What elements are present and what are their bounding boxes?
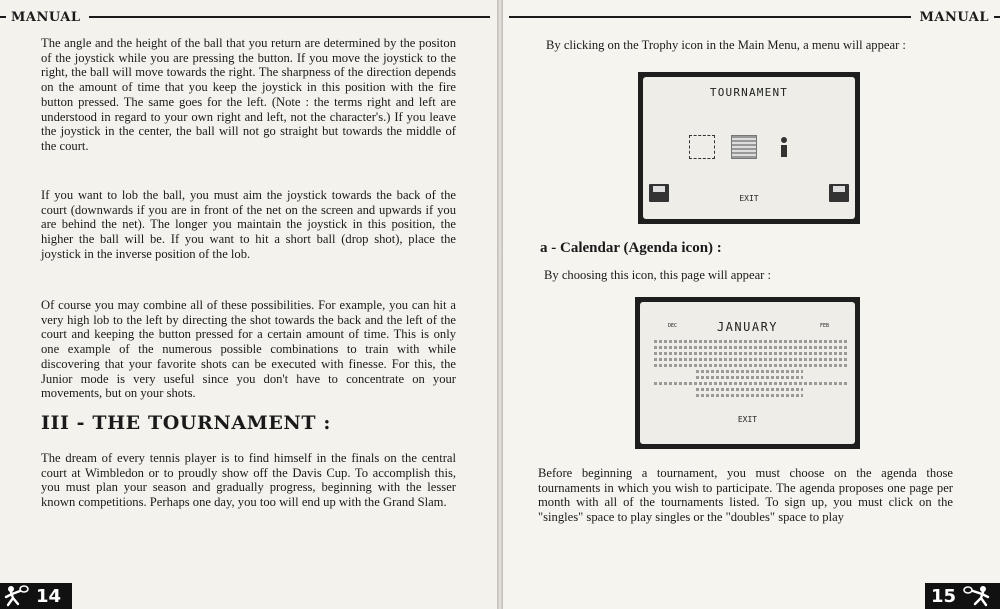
tennis-player-icon: [961, 585, 995, 607]
right-paragraph-1: By clicking on the Trophy icon in the Main Menu, a menu will appear :: [546, 38, 906, 52]
left-page: [0, 0, 497, 609]
left-paragraph-1: The angle and the height of the ball that you return are determined by the positon of the joystick while you are pressing the button. If you move the joystick to the right, the ball will move towards the right. The sharpness of the direction depends on the amount of time that you keep the joystick in this position with the fire button pressed. The same goes for the left. (Note : the terms right and left are understood in regard to your own right and left, not the character's.) If you leave the joystick in the center, the ball will not go straight but towards the middle of the court.: [41, 36, 456, 153]
right-page: [503, 0, 1000, 609]
left-header-rule: [89, 16, 490, 18]
left-header: [0, 8, 490, 26]
left-paragraph-4: The dream of every tennis player is to find himself in the finals on the central court at Wimbledon or to proudly show off the Davis Cup. To accomplish this, you must plan your season and gradually progress, beginning with the lesser known competitions. Perhaps one day, you too will end up with the Grand Slam.: [41, 451, 456, 510]
left-paragraph-3: Of course you may combine all of these possibilities. For example, you can hit a very high lob to the left by directing the shot towards the back and the left of the court and keeping the button pressed for a certain amount of time. This is only one example of the numerous possible combinations to train with while discovering that your favorite shots can be executed with finesse. For this, the Junior mode is very useful since you don't have to concentrate on your movements, but on your shots.: [41, 298, 456, 401]
right-page-number: 15: [931, 585, 957, 607]
agenda-icon: [731, 135, 757, 159]
agenda-prev-month: DEC: [668, 323, 678, 329]
agenda-page-screenshot: [635, 297, 860, 449]
tennis-player-icon: [3, 585, 31, 607]
section-heading: III - THE TOURNAMENT :: [41, 412, 331, 434]
left-page-number-badge: [0, 583, 72, 609]
right-header-label: MANUAL: [919, 9, 989, 25]
trophy-icon: [689, 135, 715, 159]
info-icon: [771, 135, 797, 159]
right-paragraph-3: Before beginning a tournament, you must choose on the agenda those tournaments in which you wish to participate. The agenda proposes one page per month with all of the tournaments listed. To sign up, you must click on the "singles" space to play singles or the "doubles" space to play: [538, 466, 953, 525]
left-page-number: 14: [36, 585, 62, 607]
agenda-exit-label: EXIT: [737, 415, 758, 424]
tournament-title: TOURNAMENT: [709, 86, 789, 99]
right-paragraph-2: By choosing this icon, this page will appear :: [544, 268, 772, 282]
left-header-label: MANUAL: [11, 9, 81, 25]
right-header: [509, 8, 1000, 26]
tournament-exit-label: EXIT: [739, 194, 759, 203]
right-page-number-badge: [925, 583, 1000, 609]
agenda-next-month: FEB: [819, 323, 829, 329]
agenda-tournament-list: [654, 337, 847, 400]
tournament-menu-screenshot: [638, 72, 860, 224]
right-header-rule: [509, 16, 911, 18]
calendar-heading: a - Calendar (Agenda icon) :: [540, 240, 722, 256]
agenda-month-title: JANUARY: [716, 320, 779, 334]
left-paragraph-2: If you want to lob the ball, you must aim the joystick towards the back of the court (downwards if you are in front of the net on the screen and upwards if you are behind the net). The longer you maintain the joystick in this position, the higher the ball will be. If you want to hit a short ball (drop shot), place the joystick in the inverse position of the lob.: [41, 188, 456, 261]
